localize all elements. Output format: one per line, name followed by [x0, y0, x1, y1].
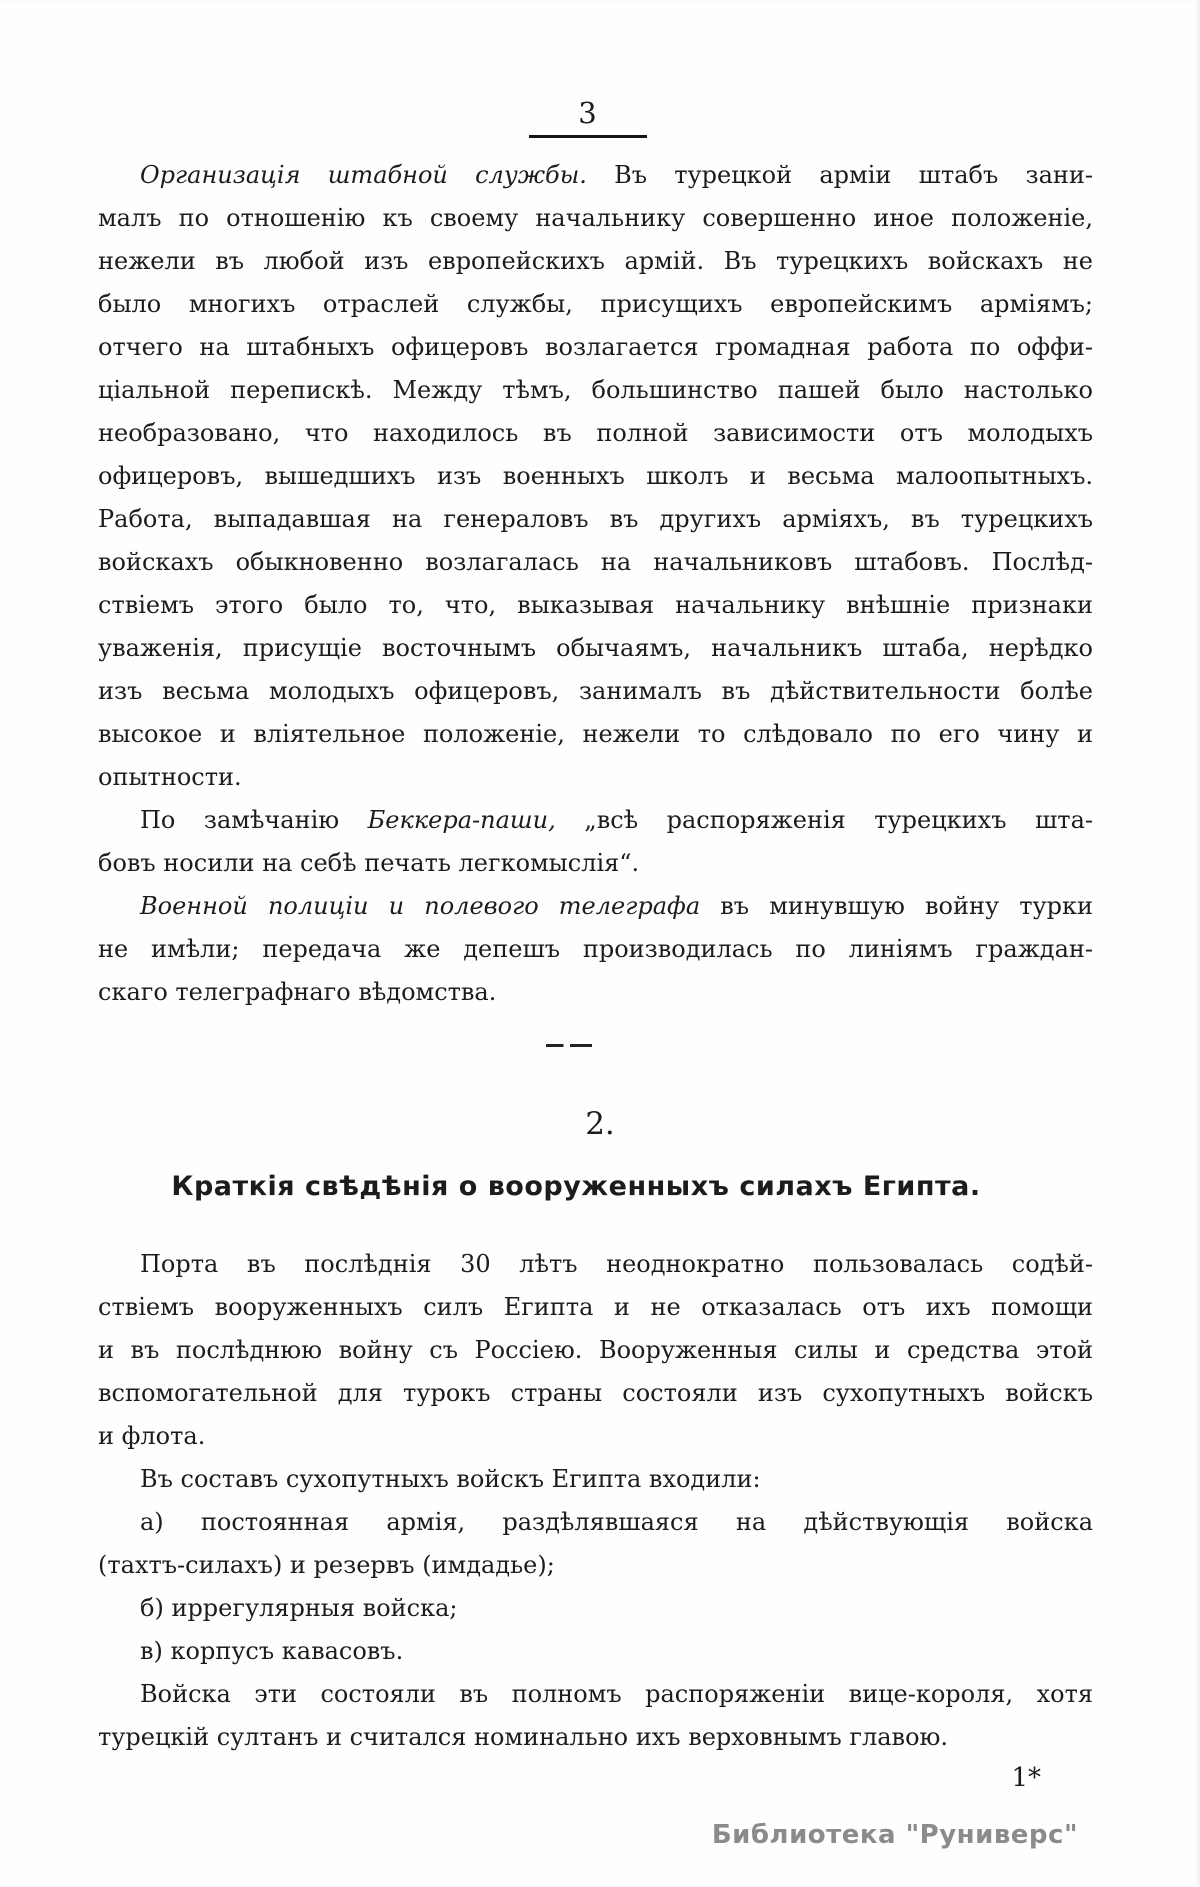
- text-line: отчего на штабныхъ офицеровъ возлагается громадная работа по оффи-: [98, 333, 1093, 361]
- text-line: уваженія, присущіе восточнымъ обычаямъ, начальникъ штаба, нерѣдко: [98, 634, 1093, 662]
- text-block-top: [98, 154, 1093, 1014]
- text-line: Работа, выпадавшая на генераловъ въ другихъ арміяхъ, въ турецкихъ: [98, 505, 1093, 533]
- lead-italic-phrase: Военной полиціи и полевого телеграфа: [140, 892, 701, 920]
- section-number: 2.: [585, 1106, 615, 1142]
- section-divider: [546, 1044, 592, 1047]
- text-line: войскахъ обыкновенно возлагалась на начальниковъ штабовъ. Послѣд-: [98, 548, 1093, 576]
- lead-rest-text: „всѣ распоряженія турецкихъ шта-: [555, 806, 1093, 834]
- list-item-a-continued: (тахтъ-силахъ) и резервъ (имдадье);: [98, 1551, 555, 1579]
- page-number-rule: [529, 135, 647, 138]
- list-item-v: в) корпусъ кавасовъ.: [140, 1637, 404, 1665]
- signature-mark: 1*: [1011, 1763, 1041, 1793]
- text-block-bottom: [98, 1243, 1093, 1759]
- text-line: ствіемъ вооруженныхъ силъ Египта и не отказалась отъ ихъ помощи: [98, 1293, 1093, 1321]
- lead-text: По замѣчанію: [140, 806, 368, 834]
- text-line: турецкій султанъ и считался номинально ихъ верховнымъ главою.: [98, 1723, 949, 1751]
- watermark: Библиотека "Руниверс": [711, 1820, 1078, 1850]
- text-line: [98, 154, 1093, 197]
- text-line: бовъ носили на себѣ печать легкомыслія“.: [98, 849, 640, 877]
- lead-italic-phrase: Организація штабной службы.: [140, 161, 587, 189]
- list-item-a: а) постоянная армія, раздѣлявшаяся на дѣйствующія войска: [140, 1508, 1093, 1536]
- text-line: малъ по отношенію къ своему начальнику совершенно иное положеніе,: [98, 204, 1093, 232]
- text-line: и въ послѣднюю войну съ Россіею. Вооруженныя силы и средства этой: [98, 1336, 1093, 1364]
- paragraph-staff-service: [98, 154, 1093, 799]
- page-number: 3: [578, 96, 598, 130]
- text-line: вспомогательной для турокъ страны состояли изъ сухопутныхъ войскъ: [98, 1379, 1093, 1407]
- text-line: и флота.: [98, 1422, 206, 1450]
- text-line: нежели въ любой изъ европейскихъ армій. Въ турецкихъ войскахъ не: [98, 247, 1093, 275]
- text-line: опытности.: [98, 763, 242, 791]
- text-line: высокое и вліятельное положеніе, нежели то слѣдовало по его чину и: [98, 720, 1093, 748]
- text-line: ціальной перепискѣ. Между тѣмъ, большинство пашей было настолько: [98, 376, 1093, 404]
- text-line: Въ составъ сухопутныхъ войскъ Египта входили:: [140, 1465, 761, 1493]
- text-line: Войска эти состояли въ полномъ распоряженіи вице-короля, хотя: [140, 1680, 1093, 1708]
- lead-rest-text: въ минувшую войну турки: [700, 892, 1093, 920]
- text-line: офицеровъ, вышедшихъ изъ военныхъ школъ и весьма малоопытныхъ.: [98, 462, 1093, 490]
- text-line: ствіемъ этого было то, что, выказывая начальнику внѣшніе признаки: [98, 591, 1093, 619]
- list-item-b: б) иррегулярныя войска;: [140, 1594, 458, 1622]
- text-line: Порта въ послѣднія 30 лѣтъ неоднократно пользовалась содѣй-: [140, 1250, 1093, 1278]
- paragraph-viceroy: [98, 1673, 1093, 1759]
- page-header: [0, 0, 1188, 138]
- text-line: изъ весьма молодыхъ офицеровъ, занималъ въ дѣйствительности болѣе: [98, 677, 1093, 705]
- paragraph-police-telegraph: [98, 885, 1093, 1014]
- lead-rest-text: Въ турецкой арміи штабъ зани-: [586, 161, 1094, 189]
- paragraph-porta-egypt: [98, 1243, 1093, 1458]
- text-line: было многихъ отраслей службы, присущихъ европейскимъ арміямъ;: [98, 290, 1093, 318]
- paragraph-bekker-quote: [98, 799, 1093, 885]
- paragraph-land-forces-intro: [98, 1458, 1093, 1501]
- text-line: необразовано, что находилось въ полной зависимости отъ молодыхъ: [98, 419, 1093, 447]
- list-army-components: [98, 1501, 1093, 1673]
- section-title: Краткія свѣдѣнія о вооруженныхъ силахъ Египта.: [171, 1171, 981, 1202]
- text-line: [98, 885, 1093, 928]
- text-line: не имѣли; передача же депешъ производилась по линіямъ граждан-: [98, 935, 1093, 963]
- text-line: [98, 799, 1093, 842]
- text-line: скаго телеграфнаго вѣдомства.: [98, 978, 497, 1006]
- lead-italic-phrase: Беккера-паши,: [367, 806, 556, 834]
